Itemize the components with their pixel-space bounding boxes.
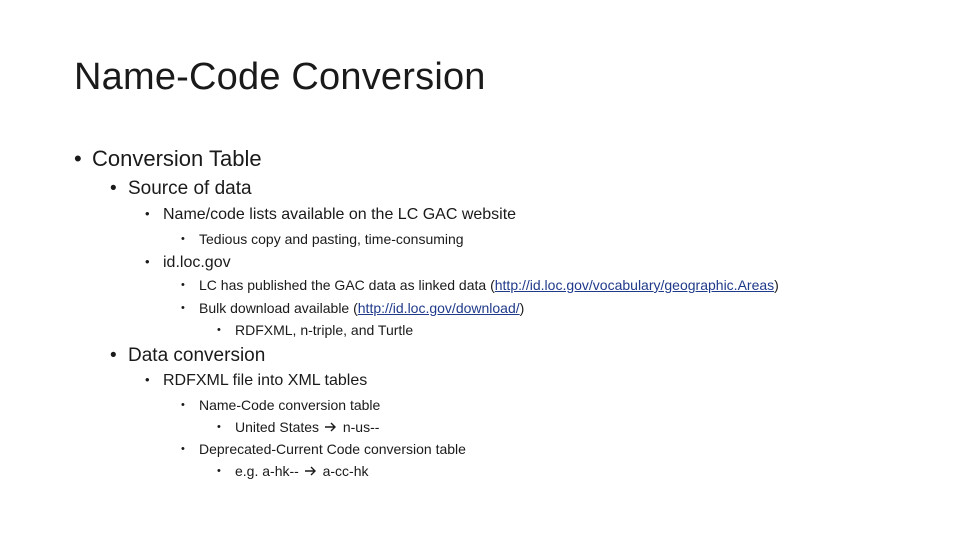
bullet-text-left: e.g. a-hk-- bbox=[235, 463, 299, 479]
bullet-name-code-lists bbox=[145, 206, 516, 224]
bullet-text: Deprecated-Current Code conversion table bbox=[199, 441, 466, 457]
bullet-text: Conversion Table bbox=[92, 146, 262, 171]
gac-linked-data-link[interactable]: http://id.loc.gov/vocabulary/geographic.Areas bbox=[494, 277, 775, 293]
bullet-text-suffix: ) bbox=[519, 300, 525, 316]
bulk-download-link[interactable]: http://id.loc.gov/download/ bbox=[357, 300, 520, 316]
bullet-name-code-table bbox=[181, 397, 380, 413]
bullet-text-prefix: Bulk download available ( bbox=[199, 300, 358, 316]
bullet-text: Source of data bbox=[128, 178, 252, 199]
bullet-formats bbox=[217, 322, 413, 338]
arrow-right-icon bbox=[305, 463, 317, 479]
bullet-icon: • bbox=[145, 372, 150, 387]
bullet-data-conversion bbox=[110, 345, 265, 367]
bullet-deprecated-table bbox=[181, 441, 466, 457]
bullet-text: Data conversion bbox=[128, 345, 266, 366]
bullet-icon: • bbox=[181, 443, 185, 455]
bullet-text: id.loc.gov bbox=[163, 254, 231, 271]
bullet-icon: • bbox=[217, 465, 221, 477]
bullet-text-suffix: ) bbox=[774, 277, 779, 293]
bullet-text: Tedious copy and pasting, time-consuming bbox=[199, 231, 464, 247]
bullet-text-right: n-us-- bbox=[342, 419, 380, 435]
bullet-icon: • bbox=[181, 233, 185, 245]
bullet-icon: • bbox=[110, 178, 117, 199]
bullet-text: Name/code lists available on the LC GAC website bbox=[163, 206, 517, 223]
arrow-right-icon bbox=[325, 419, 337, 435]
bullet-text: Name-Code conversion table bbox=[199, 397, 381, 413]
bullet-text: RDFXML file into XML tables bbox=[163, 372, 368, 389]
bullet-icon: • bbox=[74, 146, 82, 171]
bullet-icon: • bbox=[181, 279, 185, 291]
bullet-icon: • bbox=[145, 254, 150, 269]
bullet-icon: • bbox=[145, 206, 150, 221]
bullet-rdfxml-file bbox=[145, 372, 367, 390]
bullet-text-prefix: LC has published the GAC data as linked data ( bbox=[199, 277, 495, 293]
bullet-idlocgov bbox=[145, 254, 231, 272]
bullet-text-left: United States bbox=[235, 419, 320, 435]
bullet-icon: • bbox=[217, 324, 221, 336]
bullet-example bbox=[217, 463, 369, 479]
bullet-icon: • bbox=[110, 345, 117, 366]
bullet-united-states bbox=[217, 419, 379, 435]
bullet-conversion-table bbox=[74, 146, 262, 172]
bullet-icon: • bbox=[181, 302, 185, 314]
bullet-icon: • bbox=[181, 399, 185, 411]
bullet-icon: • bbox=[217, 421, 221, 433]
bullet-text-right: a-cc-hk bbox=[322, 463, 369, 479]
bullet-tedious bbox=[181, 231, 464, 247]
bullet-text: RDFXML, n-triple, and Turtle bbox=[235, 322, 414, 338]
bullet-bulk-download bbox=[181, 300, 524, 316]
bullet-lc-published bbox=[181, 277, 779, 293]
slide-title: Name-Code Conversion bbox=[74, 56, 486, 98]
bullet-source-of-data bbox=[110, 178, 252, 200]
